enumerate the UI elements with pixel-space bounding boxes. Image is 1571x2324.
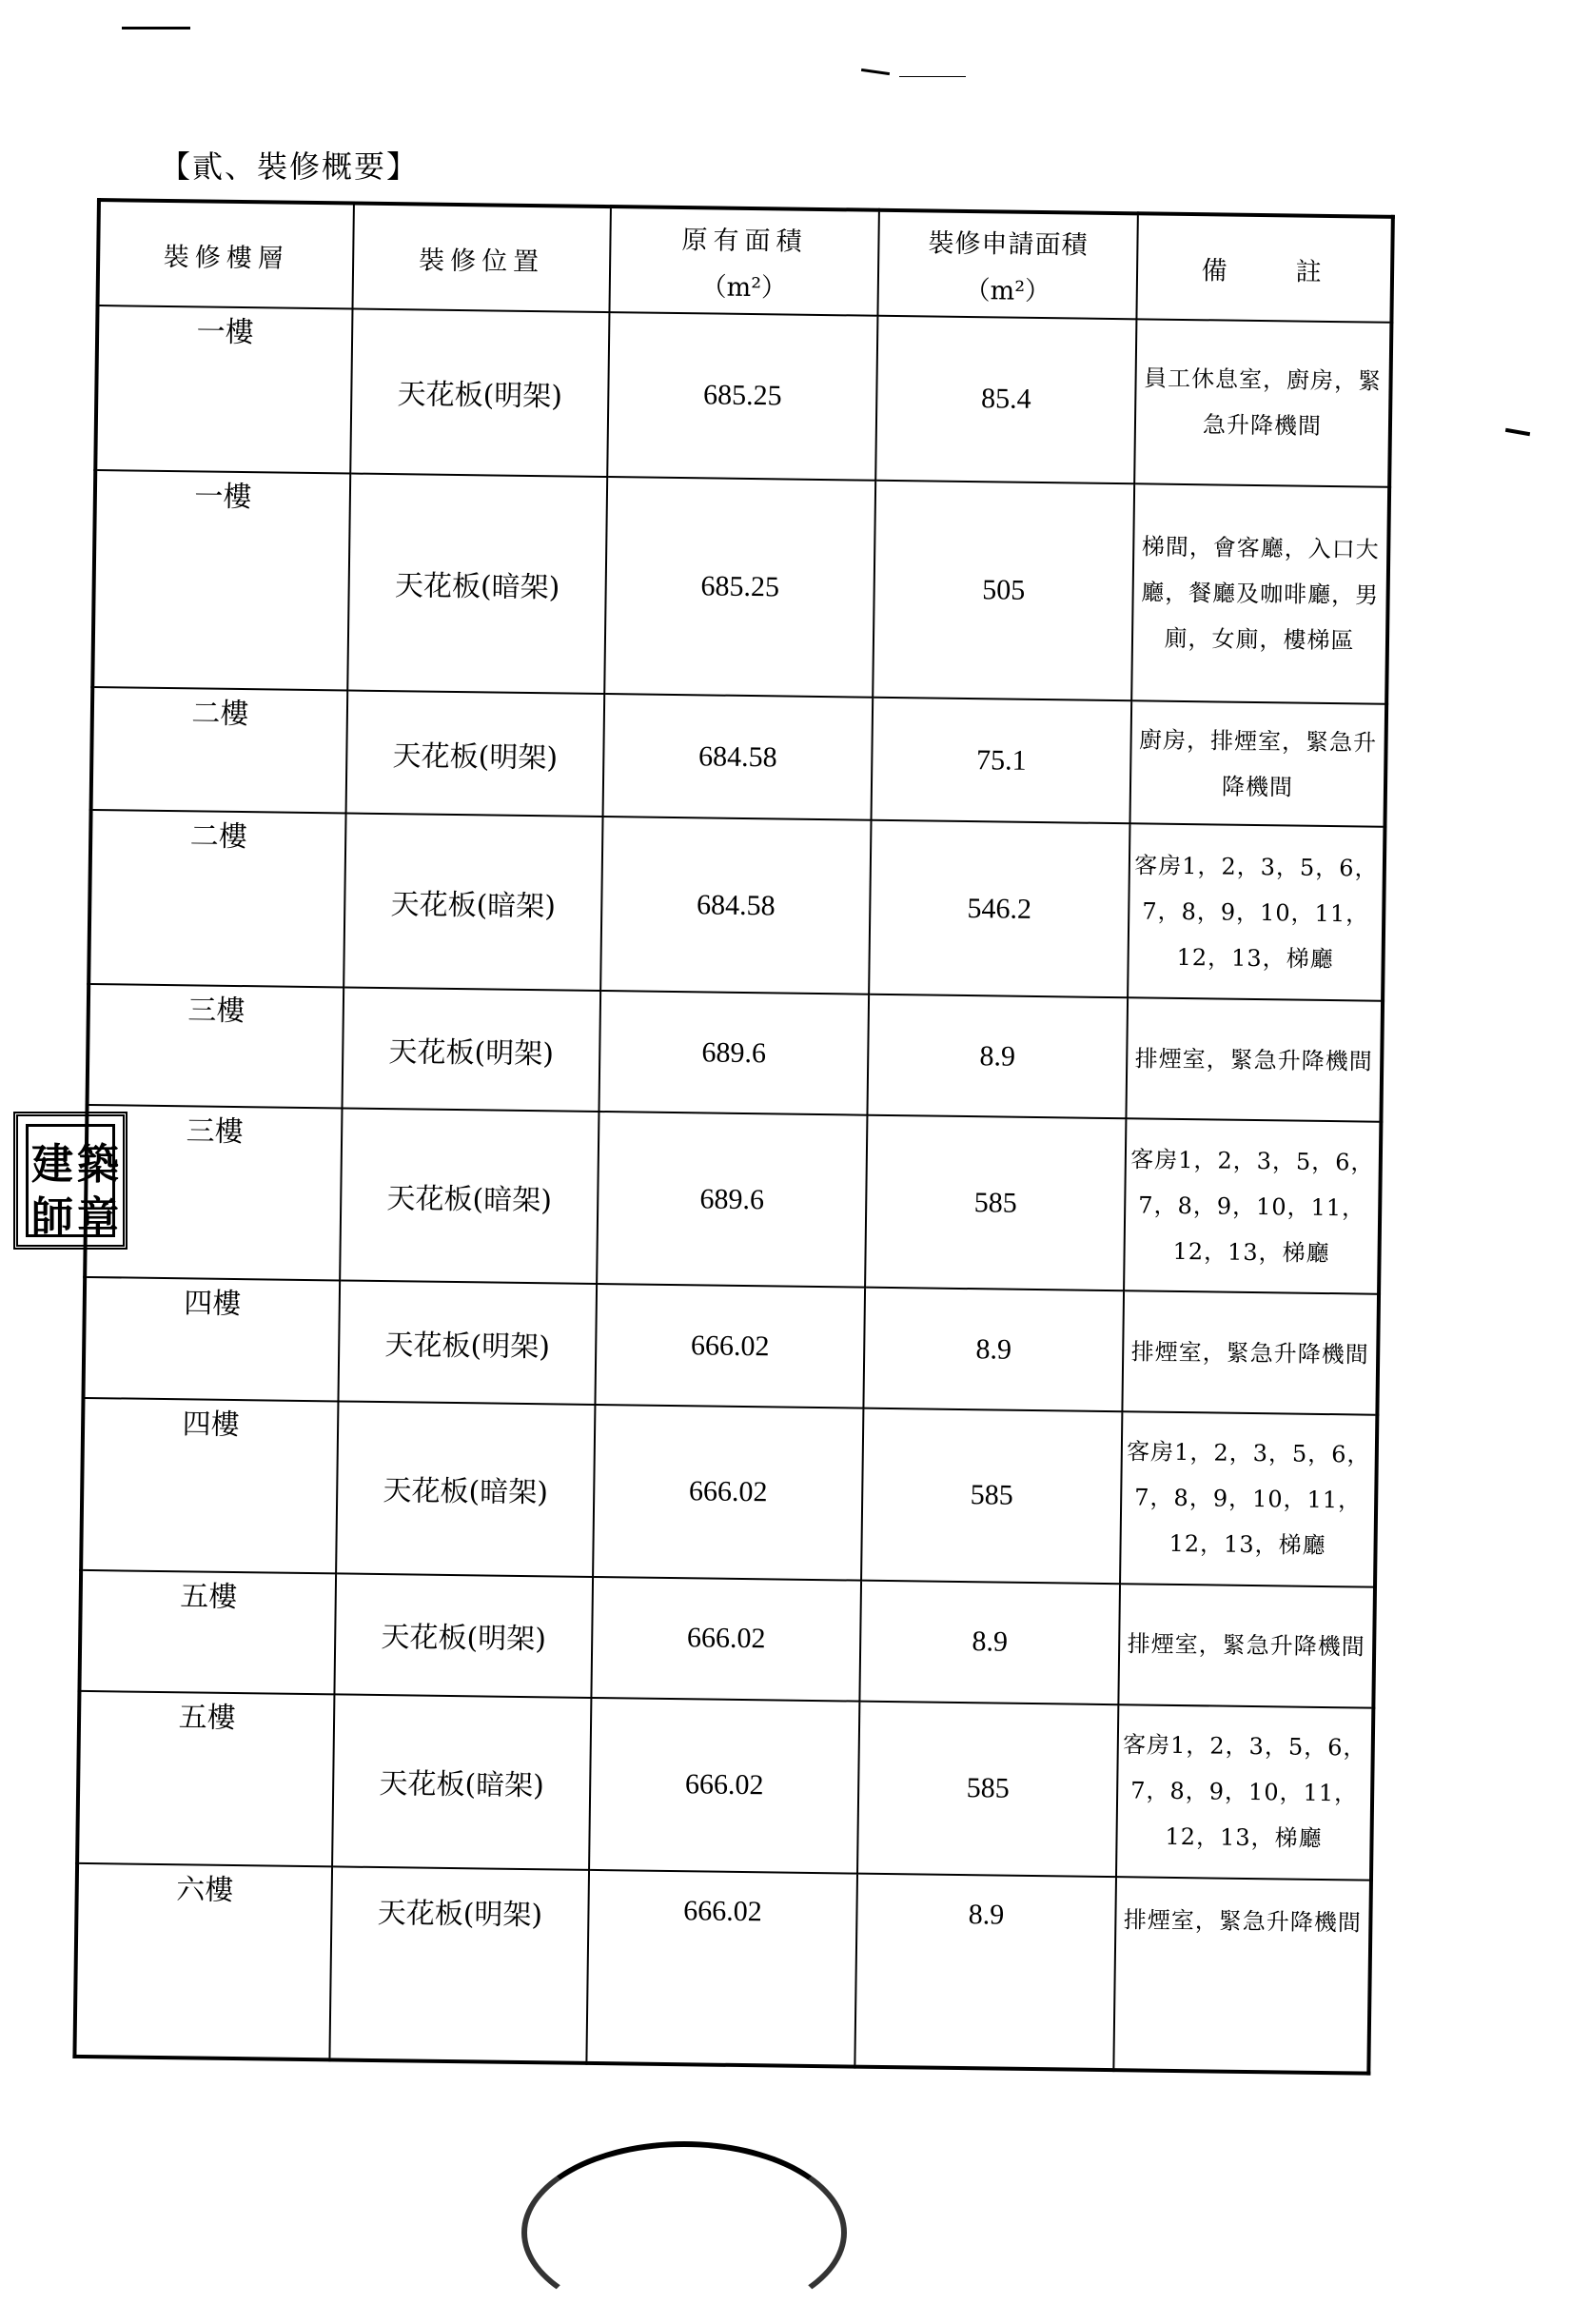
remarks-cell: 員工休息室，廚房，緊急升降機間 [1134,319,1391,486]
floor-cell: 五樓 [77,1691,334,1866]
scan-mark [899,76,966,77]
applied-area-cell: 546.2 [869,820,1129,997]
table-row [77,1691,1373,1881]
original-area-cell: 666.02 [589,1698,859,1874]
applied-area-cell: 8.9 [863,1288,1124,1412]
original-area-cell: 666.02 [591,1577,861,1702]
floor-cell: 三樓 [88,984,344,1108]
floor-cell: 四樓 [81,1398,338,1573]
floor-cell: 四樓 [83,1277,340,1401]
applied-area-cell: 585 [857,1702,1118,1877]
position-cell: 天花板(明架) [346,691,605,817]
position-cell: 天花板(明架) [342,988,600,1113]
table-row [92,470,1389,704]
position-cell: 天花板(暗架) [347,473,607,694]
table-row [88,984,1384,1122]
header-original-area-label: 原有面積 [681,226,808,257]
remarks-cell: 梯間，會客廳，入口大廳，餐廳及咖啡廳，男廁，女廁，樓梯區 [1131,483,1389,704]
applied-area-cell: 8.9 [854,1873,1116,2070]
seal-glyph: 建 [31,1140,73,1189]
header-applied-area-unit: （m²） [964,275,1051,307]
position-cell: 天花板(暗架) [344,814,602,991]
header-original-area [609,207,878,316]
applied-area-cell: 85.4 [875,316,1136,483]
scan-mark [861,69,890,75]
floor-cell: 一樓 [92,470,350,691]
section-heading: 【貳、裝修概要】 [160,148,420,185]
seal-glyph: 章 [77,1193,119,1242]
applied-area-cell: 8.9 [867,995,1128,1119]
table-row [74,1863,1371,2074]
header-position: 裝修位置 [352,204,610,313]
original-area-cell: 684.58 [603,694,874,820]
original-area-cell: 689.6 [597,1112,867,1288]
original-area-cell: 685.25 [604,477,875,698]
original-area-cell: 689.6 [599,991,869,1115]
remarks-cell: 廚房，排煙室，緊急升降機間 [1129,701,1386,828]
applied-area-cell: 8.9 [859,1581,1120,1705]
header-remarks: 備 註 [1136,213,1392,322]
remarks-cell: 排煙室，緊急升降機間 [1118,1584,1375,1707]
table-row [81,1398,1377,1587]
floor-cell: 三樓 [85,1105,342,1280]
original-area-cell: 685.25 [607,312,877,480]
floor-cell: 二樓 [88,810,345,987]
round-stamp-partial [521,2141,847,2324]
position-cell: 天花板(明架) [329,1866,589,2063]
remarks-cell: 客房1，2，3，5，6，7，8，9，10，11，12，13，梯廳 [1116,1704,1373,1880]
applied-area-cell: 75.1 [872,698,1132,824]
table-header-row [98,200,1393,323]
original-area-cell: 666.02 [593,1405,863,1581]
applied-area-cell: 505 [873,480,1134,700]
floor-cell: 二樓 [91,687,348,814]
position-cell: 天花板(明架) [334,1573,593,1698]
table-row [95,305,1391,487]
table-row [91,687,1387,827]
architect-seal-stamp [13,1112,128,1250]
remarks-cell: 客房1，2，3，5，6，7，8，9，10，11，12，13，梯廳 [1120,1411,1377,1586]
scan-mark [1505,428,1530,436]
position-cell: 天花板(暗架) [340,1109,599,1284]
table-row [79,1570,1375,1708]
header-floor: 裝修樓層 [98,200,354,308]
position-cell: 天花板(暗架) [336,1401,595,1576]
position-cell: 天花板(明架) [338,1280,597,1405]
floor-cell: 一樓 [95,305,352,473]
remarks-cell: 排煙室，緊急升降機間 [1122,1290,1379,1414]
table-row [83,1277,1379,1415]
renovation-summary-sheet [72,198,1390,2076]
header-applied-area [877,210,1137,320]
remarks-cell: 客房1，2，3，5，6，7，8，9，10，11，12，13，梯廳 [1128,824,1384,1001]
header-applied-area-label: 裝修申請面積 [928,228,1089,261]
remarks-cell: 客房1，2，3，5，6，7，8，9，10，11，12，13，梯廳 [1124,1118,1381,1293]
original-area-cell: 666.02 [586,1870,857,2067]
remarks-cell: 排煙室，緊急升降機間 [1126,997,1383,1121]
seal-glyph: 師 [31,1193,73,1242]
table-row [85,1105,1381,1294]
original-area-cell: 684.58 [600,817,871,995]
scan-mark [122,27,190,30]
floor-cell: 六樓 [74,1863,332,2060]
table-row [88,810,1384,1001]
renovation-summary-table [72,198,1394,2076]
applied-area-cell: 585 [865,1115,1126,1290]
original-area-cell: 666.02 [595,1284,865,1408]
position-cell: 天花板(暗架) [332,1694,591,1869]
floor-cell: 五樓 [79,1570,336,1694]
header-original-area-unit: （m²） [700,272,788,304]
position-cell: 天花板(明架) [350,309,609,477]
remarks-cell: 排煙室，緊急升降機間 [1113,1877,1371,2074]
seal-glyph: 築 [77,1140,119,1189]
applied-area-cell: 585 [861,1408,1122,1584]
